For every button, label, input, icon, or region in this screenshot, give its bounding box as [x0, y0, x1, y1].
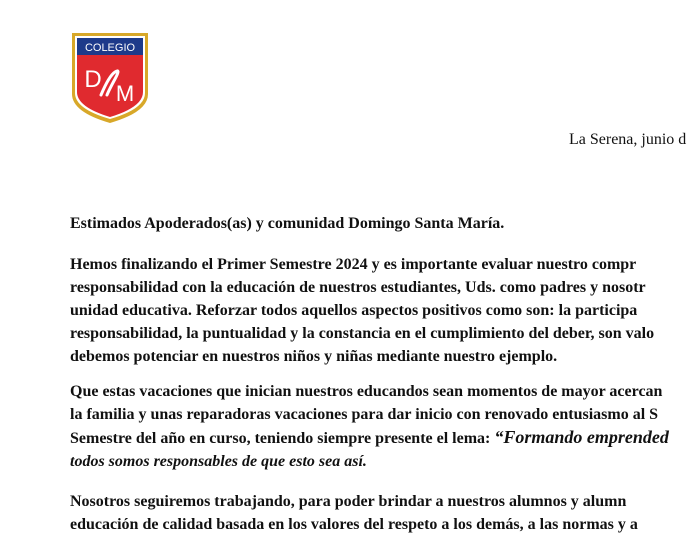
paragraph-2-line: [70, 426, 669, 450]
school-motto: “Formando emprended: [494, 427, 669, 447]
paragraph-3: [70, 490, 638, 536]
paragraph-1-line: debemos potenciar en nuestros niños y niñas mediante nuestro ejemplo.: [70, 348, 558, 365]
school-shield-icon: [71, 32, 149, 124]
date-line: La Serena, junio d: [569, 131, 687, 148]
paragraph-1: [70, 253, 654, 368]
paragraph-2-line: la familia y unas reparadoras vacaciones para dar inicio con renovado entusiasmo al S: [70, 406, 659, 423]
paragraph-1-line: Hemos finalizando el Primer Semestre 2024 y es importante evaluar nuestro compr: [70, 256, 637, 273]
paragraph-1-line: responsabilidad, la puntualidad y la constancia en el cumplimiento del deber, son valo: [70, 325, 655, 342]
logo-banner-text: COLEGIO: [84, 42, 136, 54]
paragraph-1-line: responsabilidad con la educación de nuestros estudiantes, Uds. como padres y nosotr: [70, 279, 646, 296]
paragraph-3-line: educación de calidad basada en los valores del respeto a los demás, a las normas y a: [70, 516, 638, 533]
paragraph-1-line: unidad educativa. Reforzar todos aquellos aspectos positivos como son: la participa: [70, 302, 638, 319]
paragraph-3-line: Nosotros seguiremos trabajando, para poder brindar a nuestros alumnos y alumn: [70, 493, 627, 510]
logo-monogram-m: M: [115, 81, 135, 106]
paragraph-2-line: Que estas vacaciones que inician nuestros educandos sean momentos de mayor acercan: [70, 383, 663, 400]
logo-monogram-d: D: [84, 66, 102, 93]
paragraph-2-line-text: Semestre del año en curso, teniendo siempre presente el lema:: [70, 430, 495, 447]
paragraph-2: [70, 380, 669, 473]
school-motto-continuation: todos somos responsables de que esto sea así.: [70, 453, 367, 470]
school-logo: [71, 32, 149, 124]
salutation: Estimados Apoderados(as) y comunidad Domingo Santa María.: [70, 215, 505, 232]
